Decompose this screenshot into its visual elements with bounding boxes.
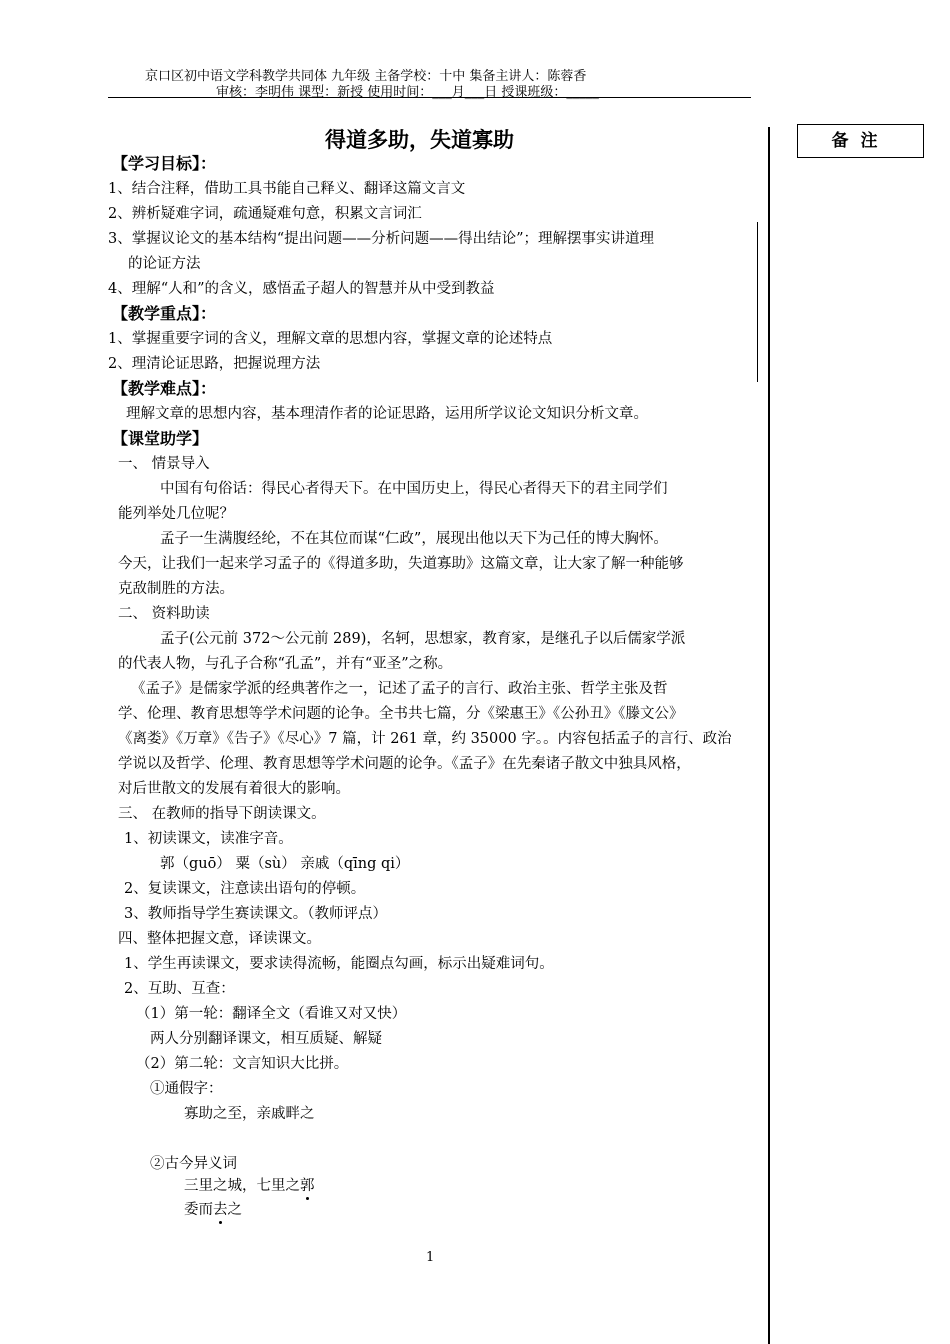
- paragraph-line: 中国有句俗话：得民心者得天下。在中国历史上，得民心者得天下的君主同学们: [160, 481, 668, 497]
- paragraph-line: 《离娄》《万章》《告子》《尽心》7 篇，计 261 章，约 35000 字。。内容包括孟子的言行、政治: [118, 731, 732, 747]
- step-item: 3、教师指导学生赛读课文。（教师评点）: [124, 906, 387, 922]
- paragraph-line: 克敌制胜的方法。: [118, 581, 234, 597]
- paragraph-line: 的代表人物，与孔子合称“孔孟”，并有“亚圣”之称。: [118, 656, 453, 672]
- paragraph-line: 今天，让我们一起来学习孟子的《得道多助，失道寡助》这篇文章，让大家了解一种能够: [118, 556, 684, 572]
- paragraph-line: 孟子一生满腹经纶，不在其位而谋“仁政”，展现出他以天下为己任的博大胸怀。: [160, 531, 668, 547]
- knowledge-item: ①通假字：: [150, 1081, 223, 1097]
- difficulty-item: 理解文章的思想内容，基本理清作者的论证思路，运用所学议论文知识分析文章。: [126, 406, 648, 422]
- notes-column-header: 备注: [797, 124, 924, 158]
- round-item: （2）第二轮：文言知识大比拼。: [136, 1056, 349, 1072]
- example-line: [184, 1198, 242, 1219]
- paragraph-line: 两人分别翻译课文，相互质疑、解疑: [150, 1031, 382, 1047]
- paragraph-line: 《孟子》是儒家学派的经典著作之一，记述了孟子的言行、政治主张、哲学主张及哲: [131, 681, 668, 697]
- difficulties-heading: 【教学难点】：: [112, 379, 217, 398]
- header-divider: [108, 97, 751, 98]
- step-item: 2、复读课文，注意读出语句的停顿。: [124, 881, 366, 897]
- subsection-heading: 二、 资料助读: [118, 606, 210, 622]
- step-item: 1、学生再读课文，要求读得流畅，能圈点勾画，标示出疑难词句。: [124, 956, 554, 972]
- key-points-heading: 【教学重点】：: [112, 304, 217, 323]
- classroom-heading: 【课堂助学】: [112, 429, 209, 448]
- paragraph-line: 学说以及哲学、伦理、教育思想等学术问题的论争。《孟子》在先秦诸子散文中独具风格，: [118, 756, 691, 772]
- notes-column-divider: [768, 127, 770, 1344]
- emphasized-character: 去: [213, 1198, 228, 1219]
- paragraph-line: 对后世散文的发展有着很大的影响。: [118, 781, 350, 797]
- header-line-2: 审核：李明伟 课型：新授 使用时间：___月___日 授课班级：_____: [216, 85, 599, 100]
- example-text: 之: [227, 1202, 242, 1218]
- step-item: 1、初读课文，读准字音。: [124, 831, 293, 847]
- example-line: 寡助之至，亲戚畔之: [184, 1106, 315, 1122]
- example-text: 委而: [184, 1202, 213, 1218]
- goal-item: 1、结合注释，借助工具书能自己释义、翻译这篇文言文: [108, 181, 466, 197]
- goals-heading: 【学习目标】：: [112, 154, 217, 173]
- margin-rule: [757, 222, 758, 382]
- pronunciation-line: 郭（guō） 粟（sù） 亲戚（qīng qi）: [160, 856, 410, 872]
- round-item: （1）第一轮：翻译全文（看谁又对又快）: [136, 1006, 407, 1022]
- subsection-heading: 一、 情景导入: [118, 456, 210, 472]
- goal-item: 2、辨析疑难字词，疏通疑难句意，积累文言词汇: [108, 206, 422, 222]
- paragraph-line: 能列举处几位呢？: [118, 506, 234, 522]
- step-item: 2、互助、互查：: [124, 981, 235, 997]
- document-title: 得道多助，失道寡助: [325, 128, 514, 152]
- goal-item: 3、掌握议论文的基本结构“提出问题——分析问题——得出结论”；理解摆事实讲道理: [108, 231, 655, 247]
- example-line: [184, 1174, 315, 1195]
- emphasized-character: 郭: [300, 1174, 315, 1195]
- goal-item: 4、理解“人和”的含义，感悟孟子超人的智慧并从中受到教益: [108, 281, 495, 297]
- subsection-heading: 三、 在教师的指导下朗读课文。: [118, 806, 326, 822]
- paragraph-line: 学、伦理、教育思想等学术问题的论争。全书共七篇，分《梁惠王》《公孙丑》《滕文公》: [118, 706, 684, 722]
- goal-item-continued: 的论证方法: [128, 256, 201, 272]
- key-point-item: 2、理清论证思路，把握说理方法: [108, 356, 321, 372]
- example-text: 三里之城，七里之: [184, 1178, 300, 1194]
- key-point-item: 1、掌握重要字词的含义，理解文章的思想内容，掌握文章的论述特点: [108, 331, 553, 347]
- page-number: 1: [426, 1250, 435, 1265]
- paragraph-line: 孟子(公元前 372～公元前 289)，名轲，思想家，教育家，是继孔子以后儒家学派: [160, 631, 686, 647]
- knowledge-item: ②古今异义词: [150, 1156, 237, 1172]
- subsection-heading: 四、整体把握文意，译读课文。: [118, 931, 321, 947]
- header-line-1: 京口区初中语文学科教学共同体 九年级 主备学校：十中 集备主讲人：陈蓉香: [145, 69, 587, 84]
